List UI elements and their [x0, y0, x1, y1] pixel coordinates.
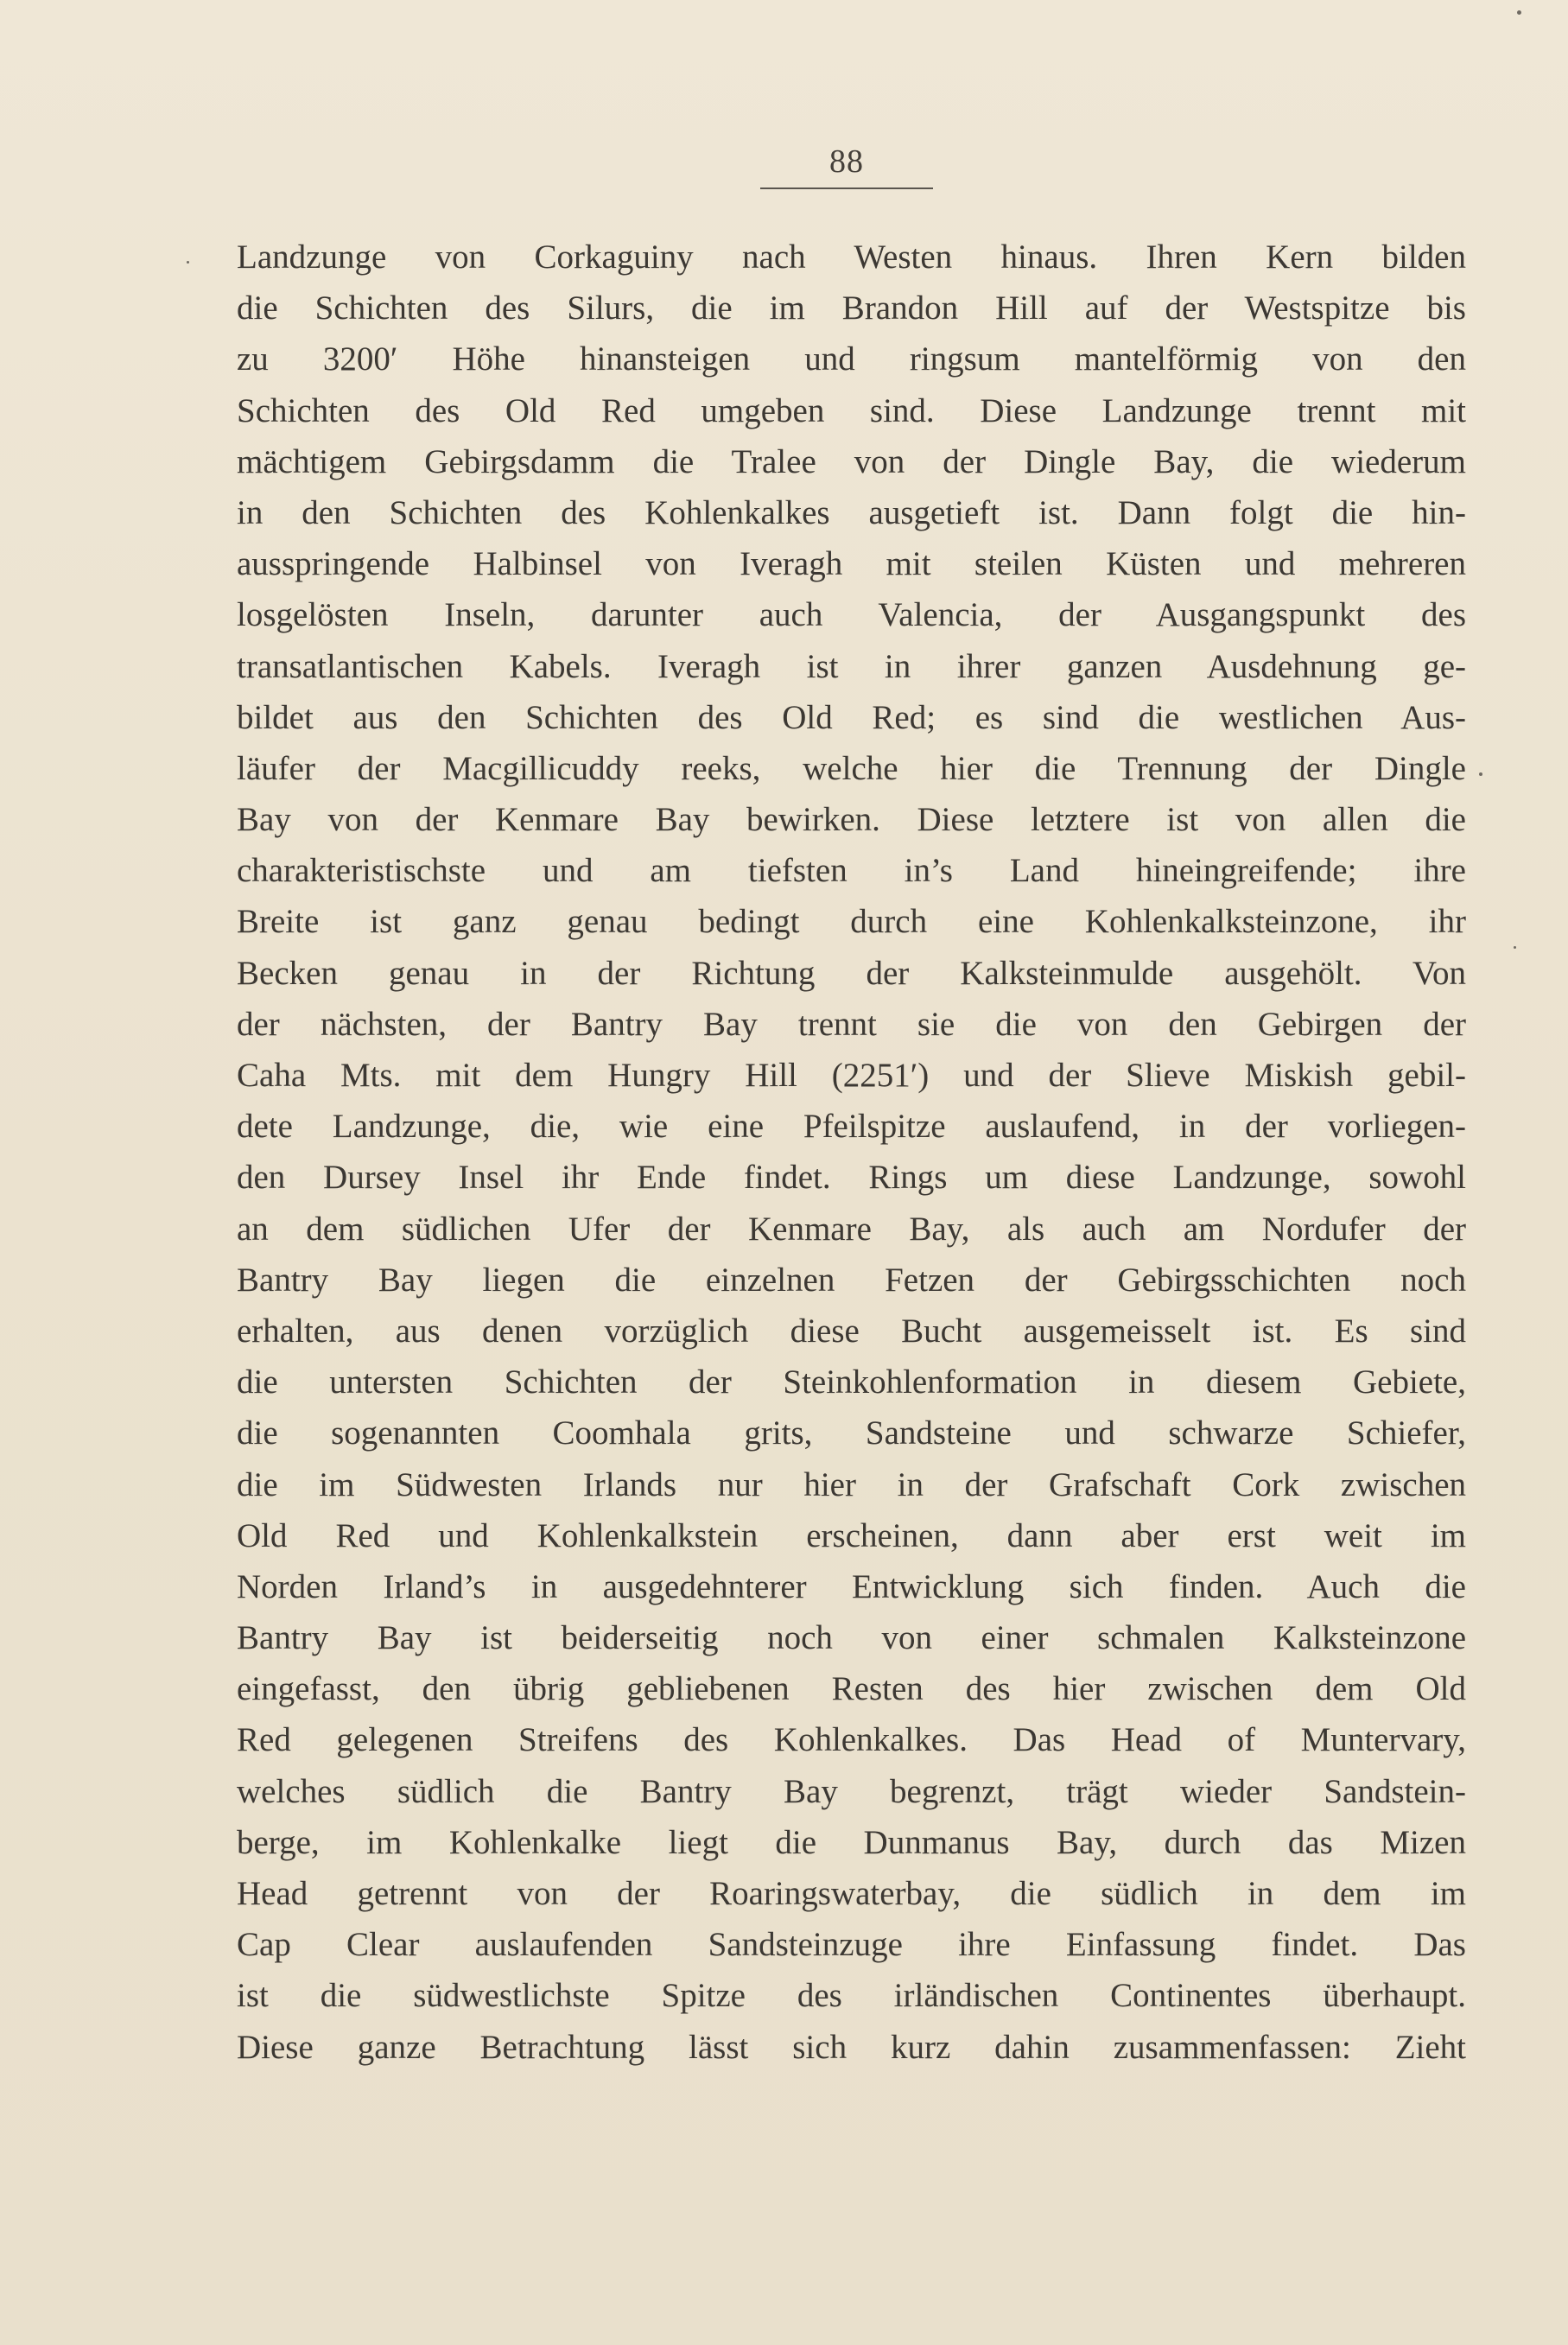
text-line: zu 3200′ Höhe hinansteigen und ringsum mantelförmig von den — [237, 340, 1466, 378]
paper-speck — [1517, 10, 1521, 15]
text-line: mächtigem Gebirgsdamm die Tralee von der Dingle Bay, die wiederum — [237, 442, 1466, 480]
text-line: die Schichten des Silurs, die im Brandon Hill auf der Westspitze bis — [237, 289, 1466, 327]
text-line: eingefasst, den übrig gebliebenen Resten des hier zwischen dem Old — [237, 1670, 1466, 1708]
text-line: Norden Irland’s in ausgedehnterer Entwicklung sich finden. Auch die — [237, 1567, 1466, 1605]
text-line: erhalten, aus denen vorzüglich diese Bucht ausgemeisselt ist. Es sind — [237, 1312, 1466, 1350]
paper-speck — [187, 261, 189, 264]
page-number: 88 — [829, 143, 864, 180]
text-line: Cap Clear auslaufenden Sandsteinzuge ihre Einfassung findet. Das — [237, 1926, 1466, 1964]
text-line: die untersten Schichten der Steinkohlenformation in diesem Gebiete, — [237, 1363, 1466, 1401]
text-line: Schichten des Old Red umgeben sind. Diese Landzunge trennt mit — [237, 391, 1466, 429]
text-line: ausspringende Halbinsel von Iveragh mit steilen Küsten und mehreren — [237, 545, 1466, 583]
body-text — [237, 232, 1466, 2073]
text-line: Head getrennt von der Roaringswaterbay, die südlich in dem im — [237, 1875, 1466, 1912]
text-line: bildet aus den Schichten des Old Red; es sind die westlichen Aus- — [237, 698, 1466, 736]
paper-speck — [1479, 772, 1482, 776]
text-line: Diese ganze Betrachtung lässt sich kurz dahin zusammenfassen: Zieht — [237, 2028, 1466, 2066]
paper-speck — [1514, 946, 1516, 949]
text-line: Bantry Bay liegen die einzelnen Fetzen der Gebirgsschichten noch — [237, 1261, 1466, 1299]
text-line: Bantry Bay ist beiderseitig noch von einer schmalen Kalksteinzone — [237, 1619, 1466, 1657]
text-line: welches südlich die Bantry Bay begrenzt, trägt wieder Sandstein- — [237, 1772, 1466, 1810]
text-line: dete Landzunge, die, wie eine Pfeilspitze auslaufend, in der vorliegen- — [237, 1108, 1466, 1146]
text-line: den Dursey Insel ihr Ende findet. Rings um diese Landzunge, sowohl — [237, 1159, 1466, 1197]
text-line: losgelösten Inseln, darunter auch Valencia, der Ausgangspunkt des — [237, 596, 1466, 634]
text-line: Becken genau in der Richtung der Kalksteinmulde ausgehölt. Von — [237, 954, 1466, 992]
text-line: Landzunge von Corkaguiny nach Westen hinaus. Ihren Kern bilden — [237, 238, 1466, 276]
text-line: an dem südlichen Ufer der Kenmare Bay, als auch am Nordufer der — [237, 1210, 1466, 1248]
text-line: charakteristischste und am tiefsten in’s Land hineingreifende; ihre — [237, 852, 1466, 890]
text-line: läufer der Macgillicuddy reeks, welche hier die Trennung der Dingle — [237, 749, 1466, 787]
text-line: transatlantischen Kabels. Iveragh ist in ihrer ganzen Ausdehnung ge- — [237, 647, 1466, 685]
text-line: Caha Mts. mit dem Hungry Hill (2251′) und der Slieve Miskish gebil- — [237, 1057, 1466, 1094]
text-line: Old Red und Kohlenkalkstein erscheinen, dann aber erst weit im — [237, 1516, 1466, 1554]
text-line: ist die südwestlichste Spitze des irländischen Continentes überhaupt. — [237, 1977, 1466, 2015]
text-line: der nächsten, der Bantry Bay trennt sie die von den Gebirgen der — [237, 1005, 1466, 1043]
page-number-rule — [760, 187, 933, 189]
text-line: in den Schichten des Kohlenkalkes ausgetieft ist. Dann folgt die hin- — [237, 493, 1466, 531]
text-line: Red gelegenen Streifens des Kohlenkalkes. Das Head of Muntervary, — [237, 1721, 1466, 1759]
text-line: Bay von der Kenmare Bay bewirken. Diese letztere ist von allen die — [237, 801, 1466, 839]
text-line: Breite ist ganz genau bedingt durch eine Kohlenkalksteinzone, ihr — [237, 903, 1466, 941]
text-line: berge, im Kohlenkalke liegt die Dunmanus Bay, durch das Mizen — [237, 1823, 1466, 1861]
text-line: die sogenannten Coomhala grits, Sandsteine und schwarze Schiefer, — [237, 1414, 1466, 1452]
text-line: die im Südwesten Irlands nur hier in der Grafschaft Cork zwischen — [237, 1465, 1466, 1503]
